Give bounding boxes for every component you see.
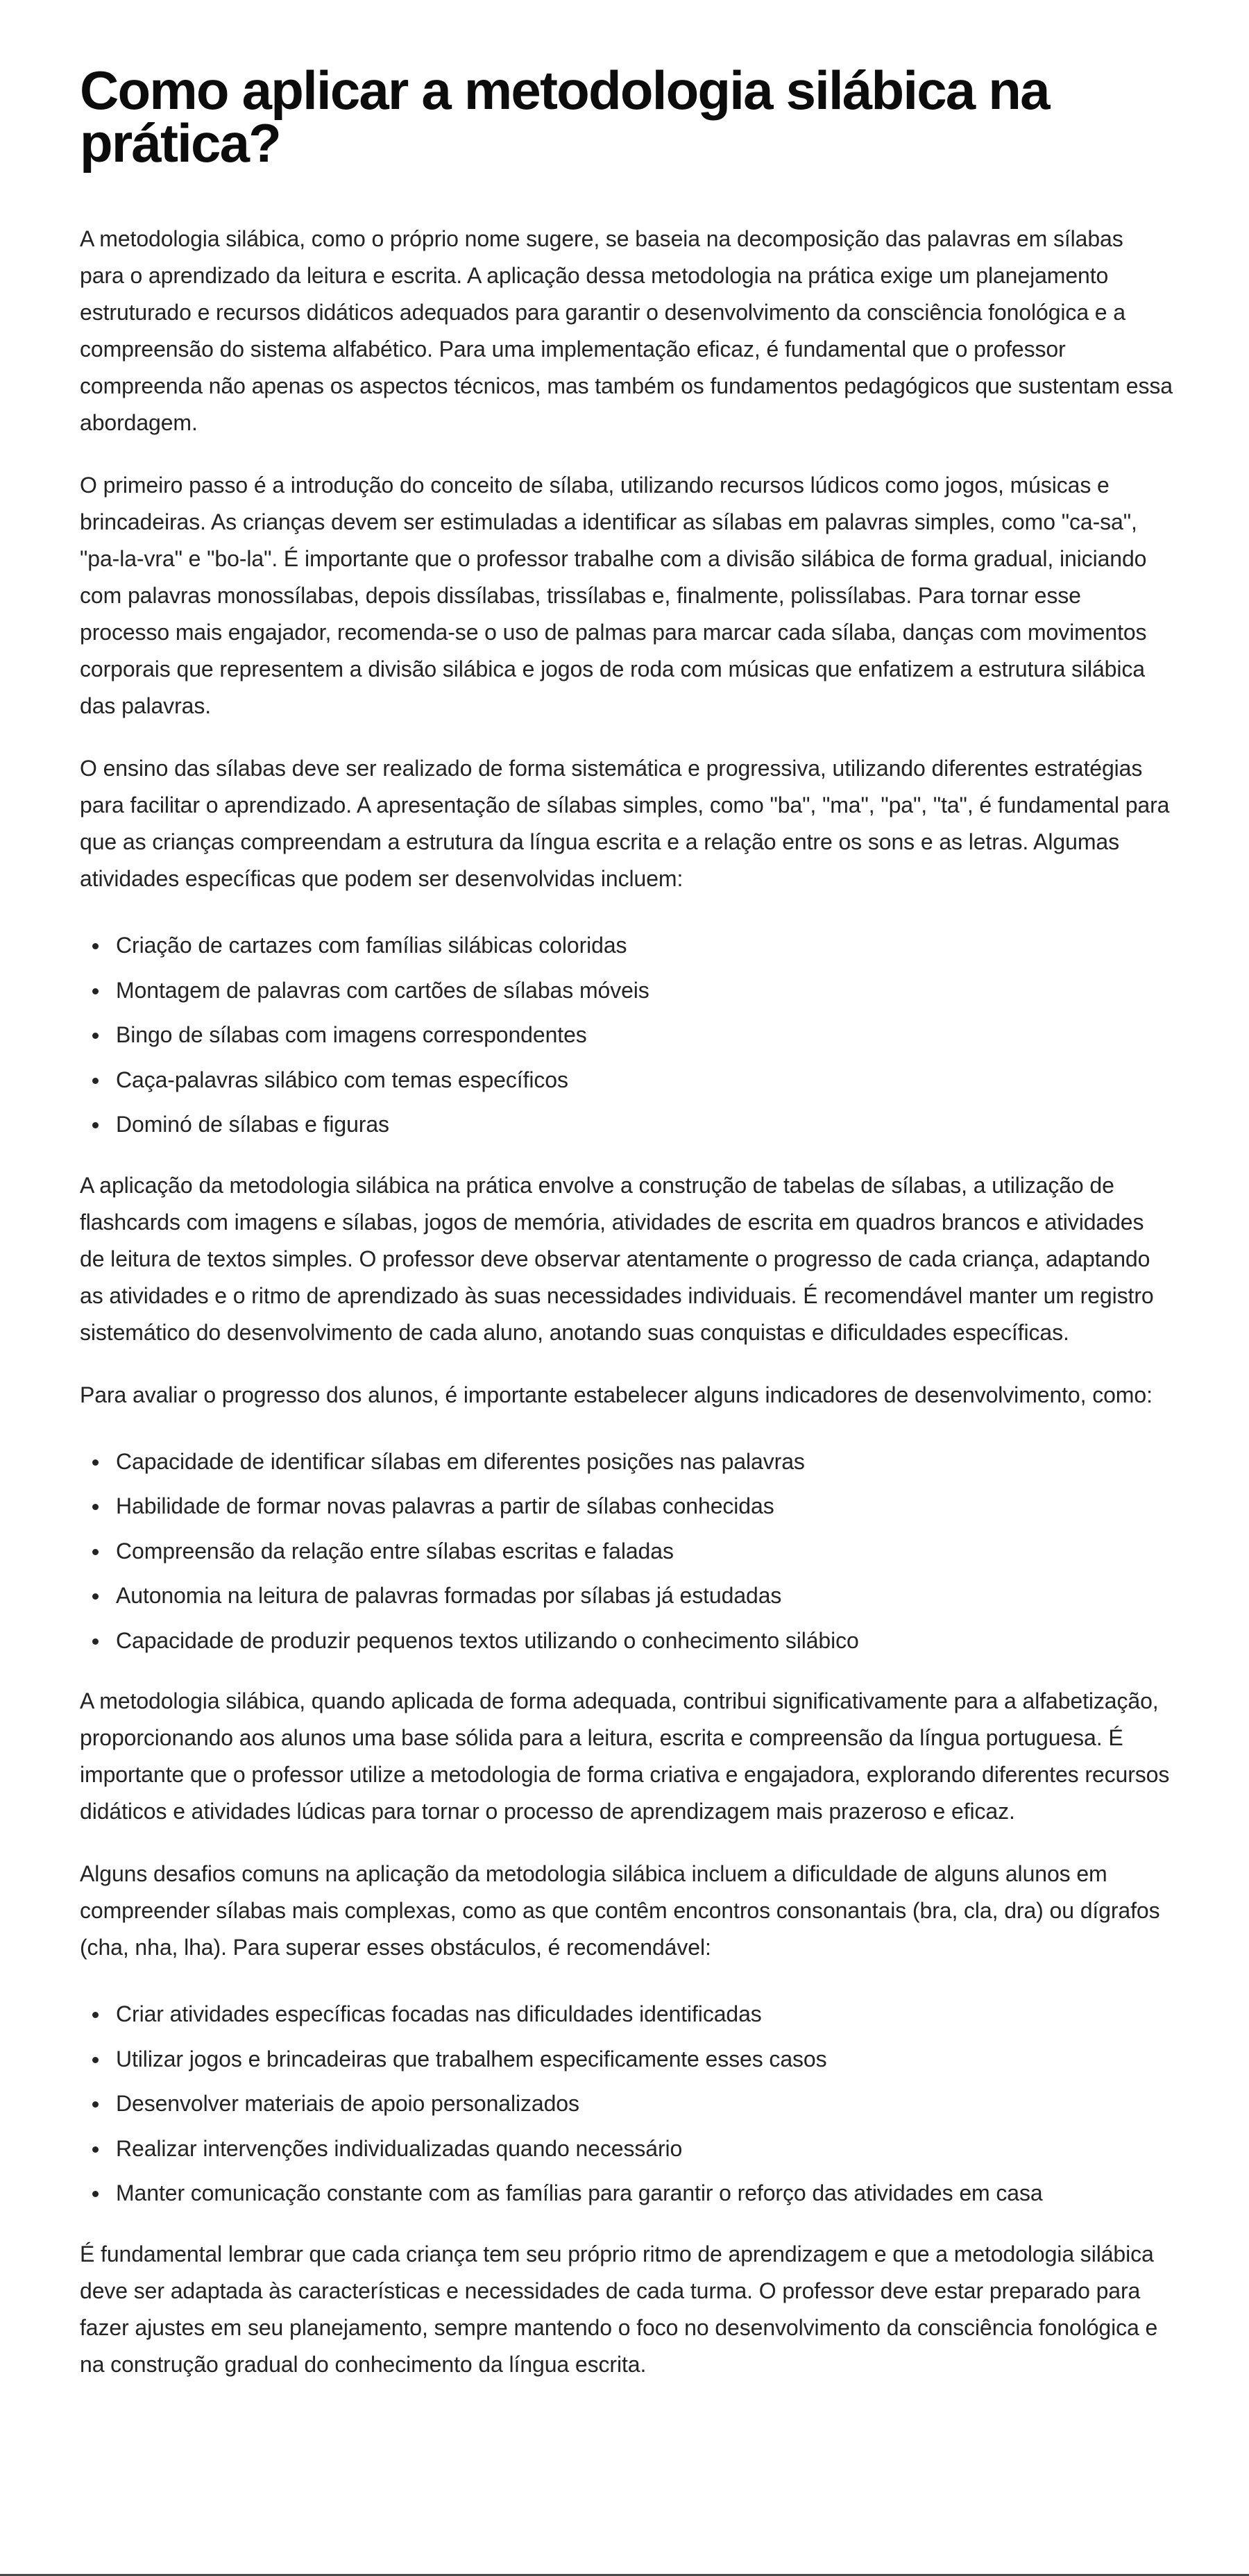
- article-title: Como aplicar a metodologia silábica na prática?: [80, 60, 1049, 173]
- list-item: Habilidade de formar novas palavras a partir de sílabas conhecidas: [116, 1484, 1173, 1529]
- paragraph-first-step: O primeiro passo é a introdução do conceito de sílaba, utilizando recursos lúdicos como jogos, músicas e brincadeiras. As crianças devem ser estimuladas a identificar as sílabas em palavras simples, como "ca-sa", "pa-la-vra" e "bo-la". É importante que o professor trabalhe com a divisão silábica de forma gradual, iniciando com palavras monossílabas, depois dissílabas, trissílabas e, finalmente, polissílabas. Para tornar esse processo mais engajador, recomenda-se o uso de palmas para marcar cada sílaba, danças com movimentos corporais que representem a divisão silábica e jogos de roda com músicas que enfatizem a estrutura silábica das palavras.: [80, 473, 1147, 718]
- paragraph-contribution: A metodologia silábica, quando aplicada de forma adequada, contribui significativamente para a alfabetização, proporcionando aos alunos uma base sólida para a leitura, escrita e compreensão da língua portuguesa. É importante que o professor utilize a metodologia de forma criativa e engajadora, explorando diferentes recursos didáticos e atividades lúdicas para tornar o processo de aprendizagem mais prazeroso e eficaz.: [80, 1688, 1170, 1824]
- paragraph-evaluation: Para avaliar o progresso dos alunos, é importante estabelecer alguns indicadores de desenvolvimento, como:: [80, 1382, 1153, 1407]
- list-item: Dominó de sílabas e figuras: [116, 1102, 1173, 1147]
- paragraph-syllable-teaching: O ensino das sílabas deve ser realizado de forma sistemática e progressiva, utilizando diferentes estratégias para facilitar o aprendizado. A apresentação de sílabas simples, como "ba", "ma", "pa", "ta", é fundamental para que as crianças compreendam a estrutura da língua escrita e a relação entre os sons e as letras. Algumas atividades específicas que podem ser desenvolvidas incluem:: [80, 756, 1170, 891]
- list-item: Capacidade de identificar sílabas em diferentes posições nas palavras: [116, 1439, 1173, 1484]
- list-item: Caça-palavras silábico com temas específicos: [116, 1058, 1173, 1103]
- paragraph-intro: A metodologia silábica, como o próprio nome sugere, se baseia na decomposição das palavras em sílabas para o aprendizado da leitura e escrita. A aplicação dessa metodologia na prática exige um planejamento estruturado e recursos didáticos adequados para garantir o desenvolvimento da consciência fonológica e a compreensão do sistema alfabético. Para uma implementação eficaz, é fundamental que o professor compreenda não apenas os aspectos técnicos, mas também os fundamentos pedagógicos que sustentam essa abordagem.: [80, 226, 1173, 435]
- list-item: Bingo de sílabas com imagens correspondentes: [116, 1012, 1173, 1058]
- list-item: Autonomia na leitura de palavras formadas por sílabas já estudadas: [116, 1573, 1173, 1618]
- activities-list: [80, 923, 1173, 1147]
- list-item: Montagem de palavras com cartões de sílabas móveis: [116, 968, 1173, 1013]
- recommendations-list: [80, 1992, 1173, 2216]
- list-item: Utilizar jogos e brincadeiras que trabalhem especificamente esses casos: [116, 2037, 1173, 2082]
- list-item: Manter comunicação constante com as famílias para garantir o reforço das atividades em casa: [116, 2171, 1173, 2216]
- list-item: Desenvolver materiais de apoio personalizados: [116, 2081, 1173, 2126]
- list-item: Compreensão da relação entre sílabas escritas e faladas: [116, 1529, 1173, 1574]
- paragraph-challenges: Alguns desafios comuns na aplicação da metodologia silábica incluem a dificuldade de alguns alunos em compreender sílabas mais complexas, como as que contêm encontros consonantais (bra, cla, dra) ou dígrafos (cha, nha, lha). Para superar esses obstáculos, é recomendável:: [80, 1861, 1160, 1960]
- article: [80, 60, 1173, 2383]
- indicators-list: [80, 1439, 1173, 1663]
- paragraph-conclusion: É fundamental lembrar que cada criança tem seu próprio ritmo de aprendizagem e que a metodologia silábica deve ser adaptada às características e necessidades de cada turma. O professor deve estar preparado para fazer ajustes em seu planejamento, sempre mantendo o foco no desenvolvimento da consciência fonológica e na construção gradual do conhecimento da língua escrita.: [80, 2241, 1158, 2377]
- list-item: Capacidade de produzir pequenos textos utilizando o conhecimento silábico: [116, 1618, 1173, 1663]
- list-item: Realizar intervenções individualizadas quando necessário: [116, 2126, 1173, 2171]
- paragraph-practical-application: A aplicação da metodologia silábica na prática envolve a construção de tabelas de sílabas, a utilização de flashcards com imagens e sílabas, jogos de memória, atividades de escrita em quadros brancos e atividades de leitura de textos simples. O professor deve observar atentamente o progresso de cada criança, adaptando as atividades e o ritmo de aprendizado às suas necessidades individuais. É recomendável manter um registro sistemático do desenvolvimento de cada aluno, anotando suas conquistas e dificuldades específicas.: [80, 1172, 1154, 1345]
- list-item: Criação de cartazes com famílias silábicas coloridas: [116, 923, 1173, 968]
- list-item: Criar atividades específicas focadas nas dificuldades identificadas: [116, 1992, 1173, 2037]
